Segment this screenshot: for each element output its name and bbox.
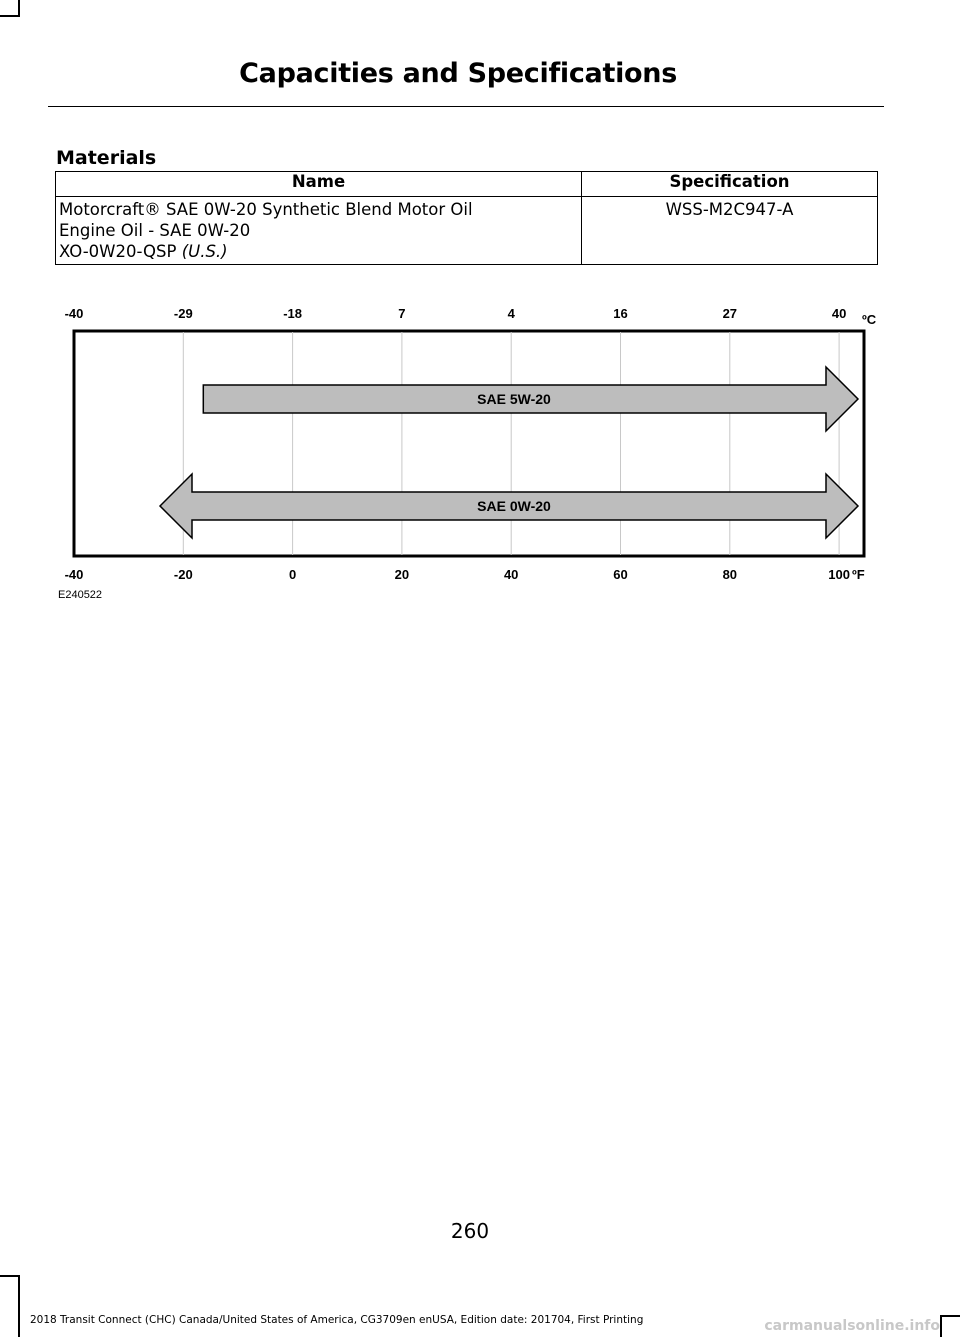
crop-mark	[0, 1275, 20, 1277]
crop-mark	[940, 1315, 942, 1337]
oil-range-label: SAE 0W-20	[477, 498, 551, 514]
table-row	[56, 197, 878, 265]
footer-text: 2018 Transit Connect (CHC) Canada/United States of America, CG3709en enUSA, Edition date: 201704, First Printing	[30, 1314, 644, 1326]
materials-table	[55, 171, 878, 265]
table-header-row	[56, 172, 878, 197]
fahrenheit-tick-label: 80	[722, 567, 738, 582]
name-line-3	[59, 241, 578, 262]
crop-mark	[940, 1315, 960, 1317]
celsius-tick-label: 7	[398, 306, 406, 321]
name-line-1: Motorcraft® SAE 0W-20 Synthetic Blend Motor Oil	[59, 200, 473, 219]
fahrenheit-tick-label: 0	[288, 567, 297, 582]
fahrenheit-tick-label: -20	[173, 567, 193, 582]
cell-name	[56, 197, 582, 265]
column-header-name: Name	[56, 172, 582, 197]
celsius-tick-label: 4	[507, 306, 515, 321]
fahrenheit-tick-label: -40	[64, 567, 84, 582]
crop-mark	[18, 1275, 20, 1337]
fahrenheit-tick-label: 60	[613, 567, 628, 582]
celsius-tick-label: -18	[283, 306, 302, 321]
column-header-specification: Specification	[582, 172, 878, 197]
page-number: 260	[450, 1219, 490, 1243]
fahrenheit-tick-label: 20	[394, 567, 410, 582]
oil-range-label: SAE 5W-20	[477, 391, 551, 407]
cell-specification: WSS-M2C947-A	[582, 197, 878, 265]
section-heading: Materials	[56, 147, 157, 169]
celsius-tick-label: 16	[613, 306, 628, 321]
part-number: XO-0W20-QSP	[59, 242, 177, 261]
oil-temperature-chart	[56, 298, 886, 608]
celsius-tick-label: -40	[64, 306, 84, 321]
crop-mark	[18, 0, 20, 15]
fahrenheit-tick-label: 40	[503, 567, 519, 582]
celsius-tick-label: 27	[722, 306, 738, 321]
celsius-tick-label: -29	[173, 306, 193, 321]
celsius-unit-label: ºC	[862, 312, 877, 327]
region-note: (U.S.)	[181, 242, 228, 261]
watermark: carmanualsonline.info	[764, 1318, 940, 1334]
figure-id: E240522	[58, 589, 103, 601]
celsius-tick-label: 40	[831, 306, 847, 321]
fahrenheit-tick-label: 100	[828, 567, 850, 582]
chart-svg	[56, 298, 886, 608]
fahrenheit-unit-label: ºF	[852, 567, 865, 582]
name-line-2: Engine Oil - SAE 0W-20	[59, 221, 251, 240]
crop-mark	[0, 15, 20, 17]
title-divider	[48, 106, 884, 107]
page-title-text: Capacities and Specifications	[239, 58, 677, 89]
